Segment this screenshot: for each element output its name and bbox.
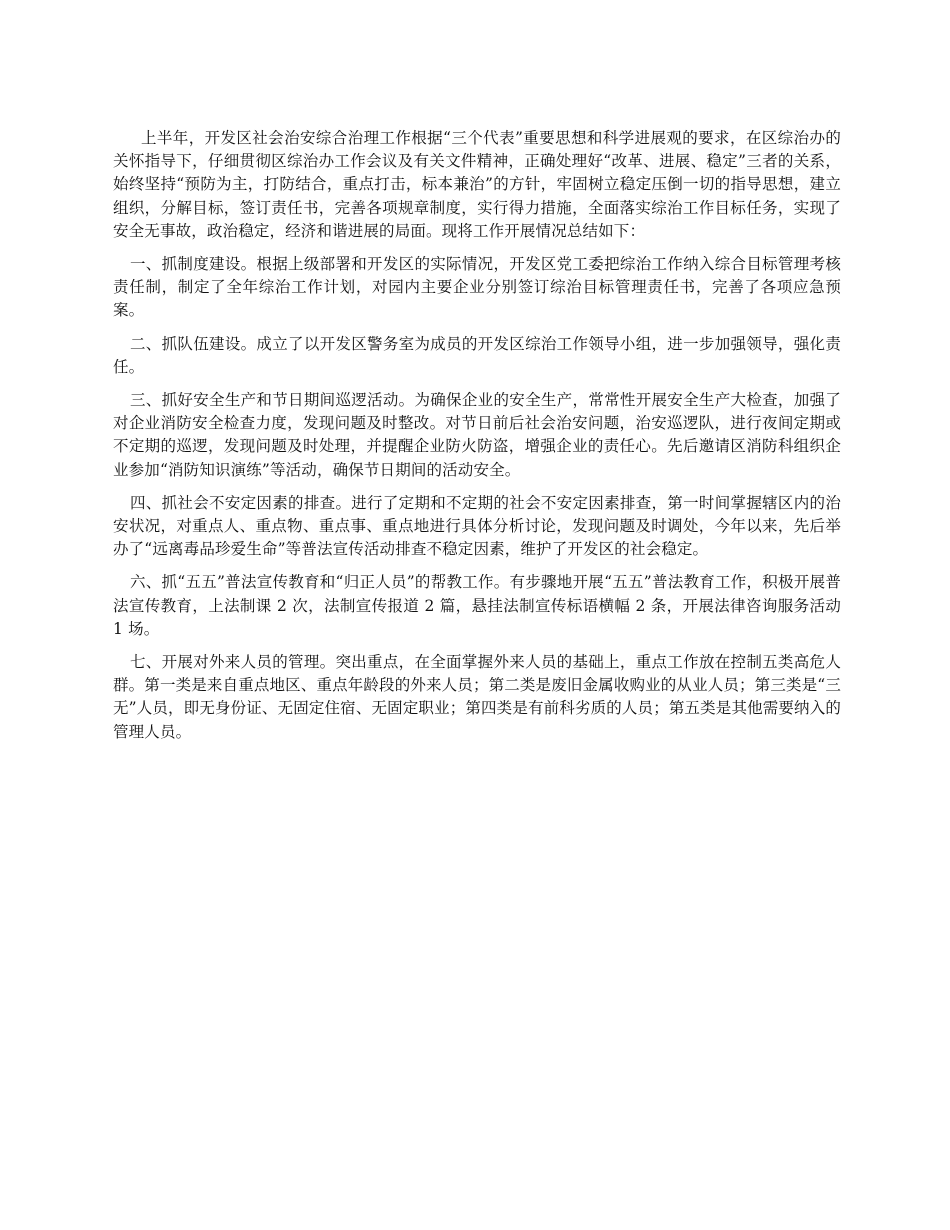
section-instability-screening: 四、抓社会不安定因素的排查。进行了定期和不定期的社会不安定因素排查，第一时间掌握辖区内的治安状况，对重点人、重点物、重点事、重点地进行具体分析讨论，发现问题及时调处，今年以来，先后举办了“远离毒品珍爱生命”等普法宣传活动排查不稳定因素，维护了开发区的社会稳定。 [113, 493, 841, 559]
section-legal-education: 六、抓“五五”普法宣传教育和“归正人员”的帮教工作。有步骤地开展“五五”普法教育工作，积极开展普法宣传教育，上法制课 2 次，法制宣传报道 2 篇，悬挂法制宣传标语横幅 2 条，开展法律咨询服务活动 1 场。 [113, 573, 841, 638]
document-body [113, 127, 841, 754]
section-system-construction: 一、抓制度建设。根据上级部署和开发区的实际情况，开发区党工委把综治工作纳入综合目标管理考核责任制，制定了全年综治工作计划，对园内主要企业分别签订综治目标管理责任书，完善了各项应急预案。 [113, 255, 841, 320]
section-safety-patrol: 三、抓好安全生产和节日期间巡逻活动。为确保企业的安全生产，常常性开展安全生产大检查，加强了对企业消防安全检查力度，发现问题及时整改。对节日前后社会治安问题，治安巡逻队，进行夜间定期或不定期的巡逻，发现问题及时处理，并提醒企业防火防盗，增强企业的责任心。先后邀请区消防科组织企业参加“消防知识演练”等活动，确保节日期间的活动安全。 [113, 391, 841, 479]
intro-paragraph: 上半年，开发区社会治安综合治理工作根据“三个代表”重要思想和科学进展观的要求，在区综治办的关怀指导下，仔细贯彻区综治办工作会议及有关文件精神，正确处理好“改革、进展、稳定”三者的关系，始终坚持“预防为主，打防结合，重点打击，标本兼治”的方针，牢固树立稳定压倒一切的指导思想，建立组织，分解目标，签订责任书，完善各项规章制度，实行得力措施，全面落实综治工作目标任务，实现了安全无事故，政治稳定，经济和谐进展的局面。现将工作开展情况总结如下： [113, 129, 841, 240]
section-team-construction: 二、抓队伍建设。成立了以开发区警务室为成员的开发区综治工作领导小组，进一步加强领导，强化责任。 [113, 334, 841, 376]
section-migrant-management: 七、开展对外来人员的管理。突出重点，在全面掌握外来人员的基础上，重点工作放在控制五类高危人群。第一类是来自重点地区、重点年龄段的外来人员；第二类是废旧金属收购业的从业人员；第三类是“三无”人员，即无身份证、无固定住宿、无固定职业；第四类是有前科劣质的人员；第五类是其他需要纳入的管理人员。 [113, 653, 841, 741]
